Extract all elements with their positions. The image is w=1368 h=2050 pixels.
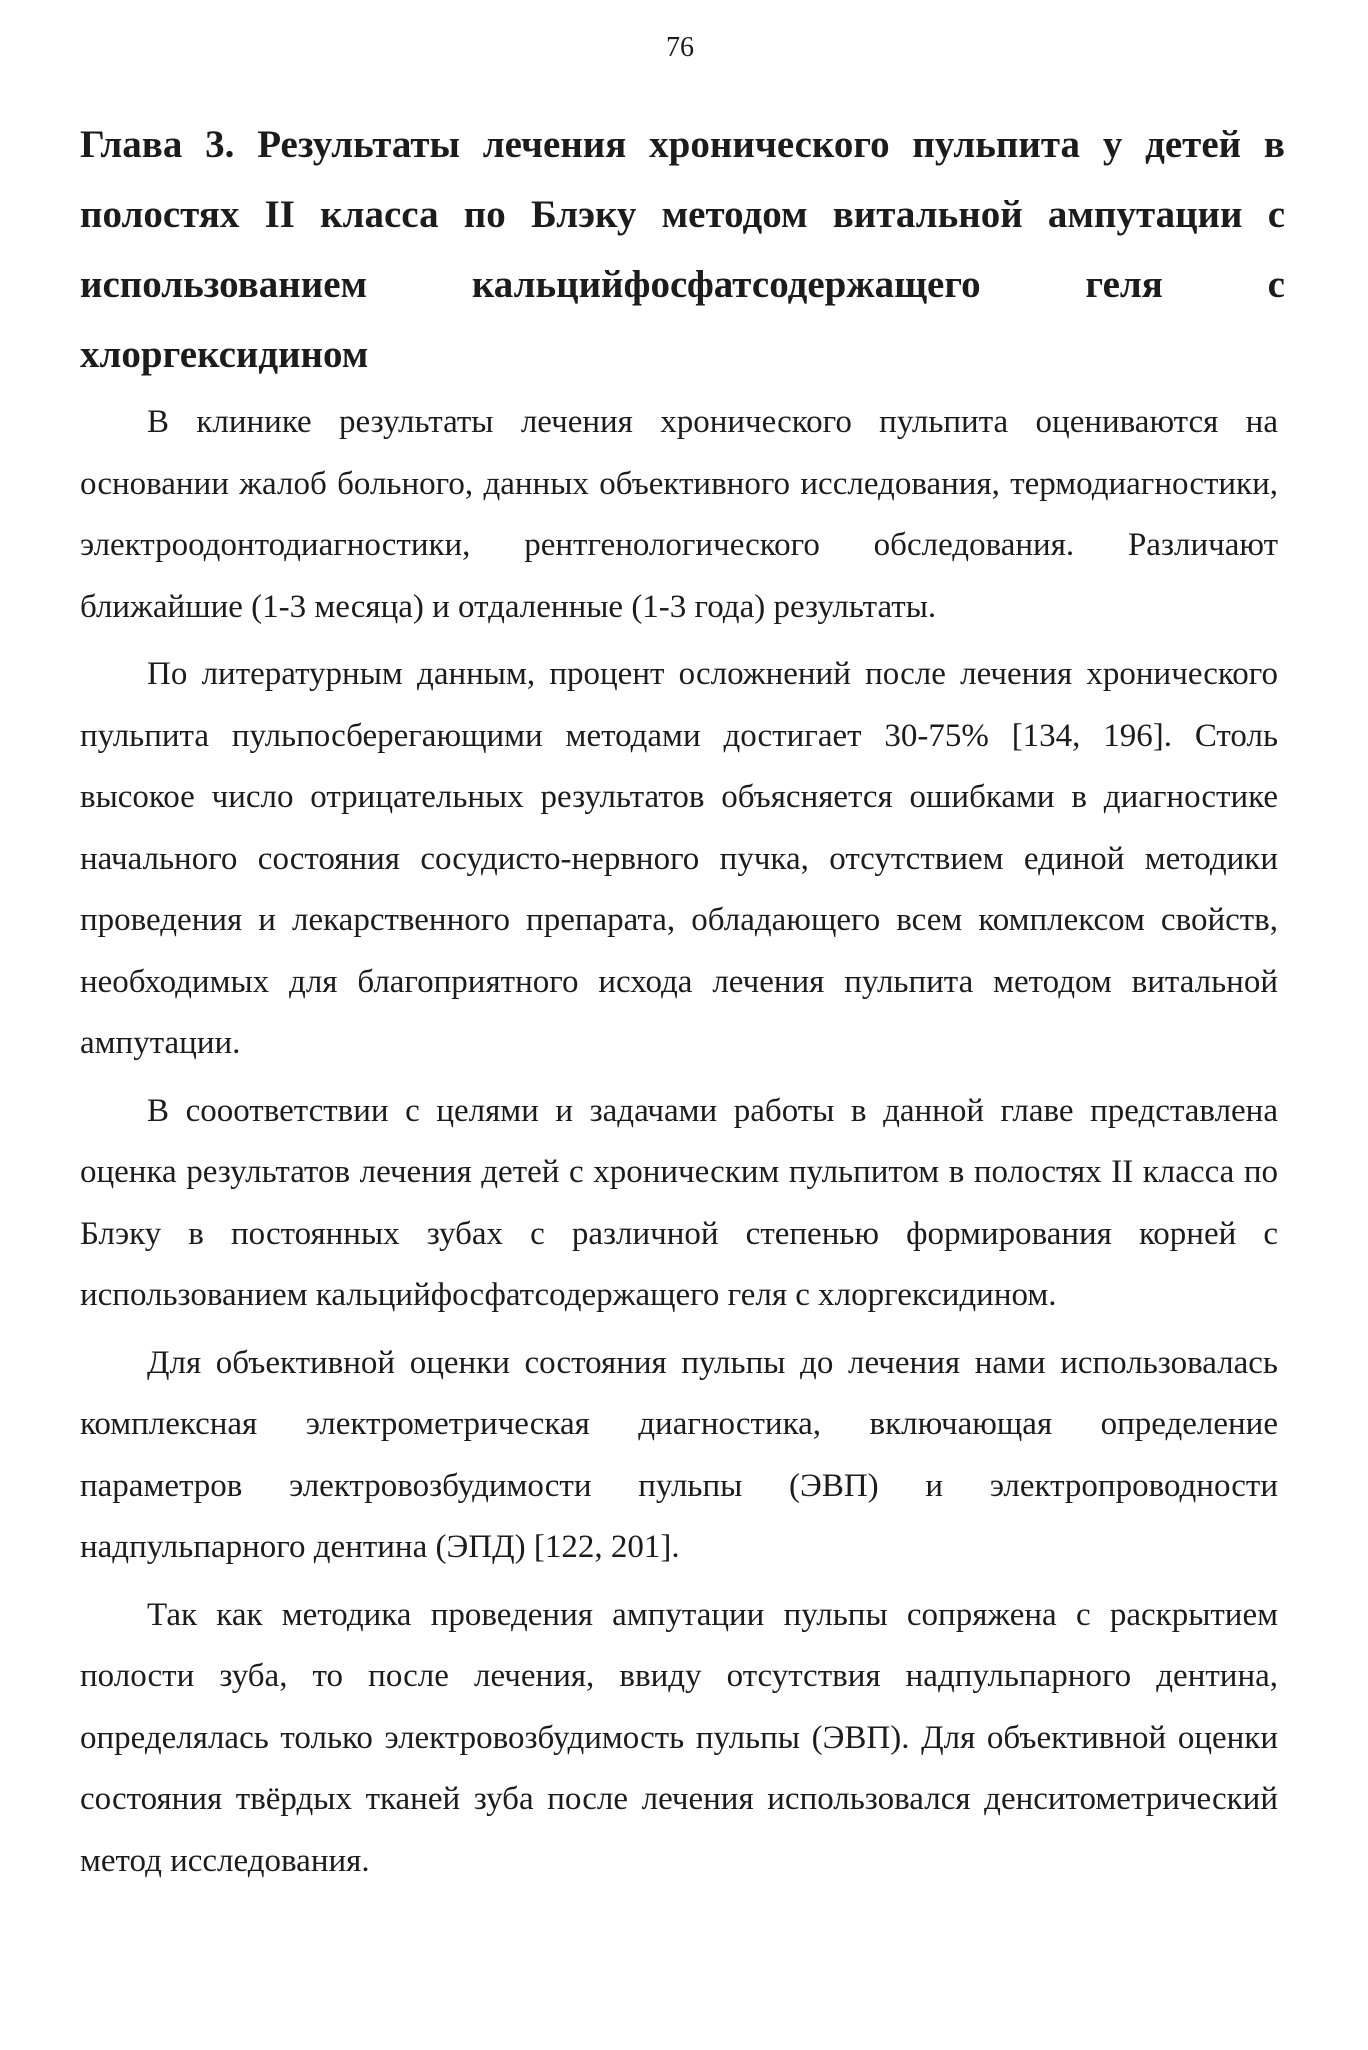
body-text bbox=[80, 392, 1278, 1898]
paragraph-1: В клинике результаты лечения хронического пульпита оцениваются на основании жалоб больного, данных объективного исследования, термодиагностики, электроодонтодиагностики, рентгенологического обследования. Различают ближайшие (1-3 месяца) и отдаленные (1-3 года) результаты. bbox=[80, 404, 1278, 625]
paragraph-3: В сооответствии с целями и задачами работы в данной главе представлена оценка результатов лечения детей с хроническим пульпитом в полостях II класса по Блэку в постоянных зубах с различной степенью формирования корней с использованием кальцийфосфатсодержащего геля с хлоргексидином. bbox=[80, 1092, 1278, 1313]
paragraph-5: Так как методика проведения ампутации пульпы сопряжена с раскрытием полости зуба, то после лечения, ввиду отсутствия надпульпарного дентина, определялась только электровозбудимость пульпы (ЭВП). Для объективной оценки состояния твёрдых тканей зуба после лечения использовался денситометрический метод исследования. bbox=[80, 1596, 1278, 1879]
paragraph-4: Для объективной оценки состояния пульпы до лечения нами использовалась комплексная электрометрическая диагностика, включающая определение параметров электровозбудимости пульпы (ЭВП) и электропроводности надпульпарного дентина (ЭПД) [122, 201]. bbox=[80, 1344, 1278, 1565]
chapter-title: Глава 3. Результаты лечения хронического пульпита у детей в полостях II класса по Блэку методом витальной ампутации с использованием кальцийфосфатсодержащего геля с хлоргексидином bbox=[80, 123, 1285, 376]
page-number: 76 bbox=[666, 32, 694, 63]
paragraph-2: По литературным данным, процент осложнений после лечения хронического пульпита пульпосберегающими методами достигает 30-75% [134, 196]. Столь высокое число отрицательных результатов объясняется ошибками в диагностике начального состояния сосудисто-нервного пучка, отсутствием единой методики проведения и лекарственного препарата, обладающего всем комплексом свойств, необходимых для благоприятного исхода лечения пульпита методом витальной ампутации. bbox=[80, 656, 1278, 1061]
